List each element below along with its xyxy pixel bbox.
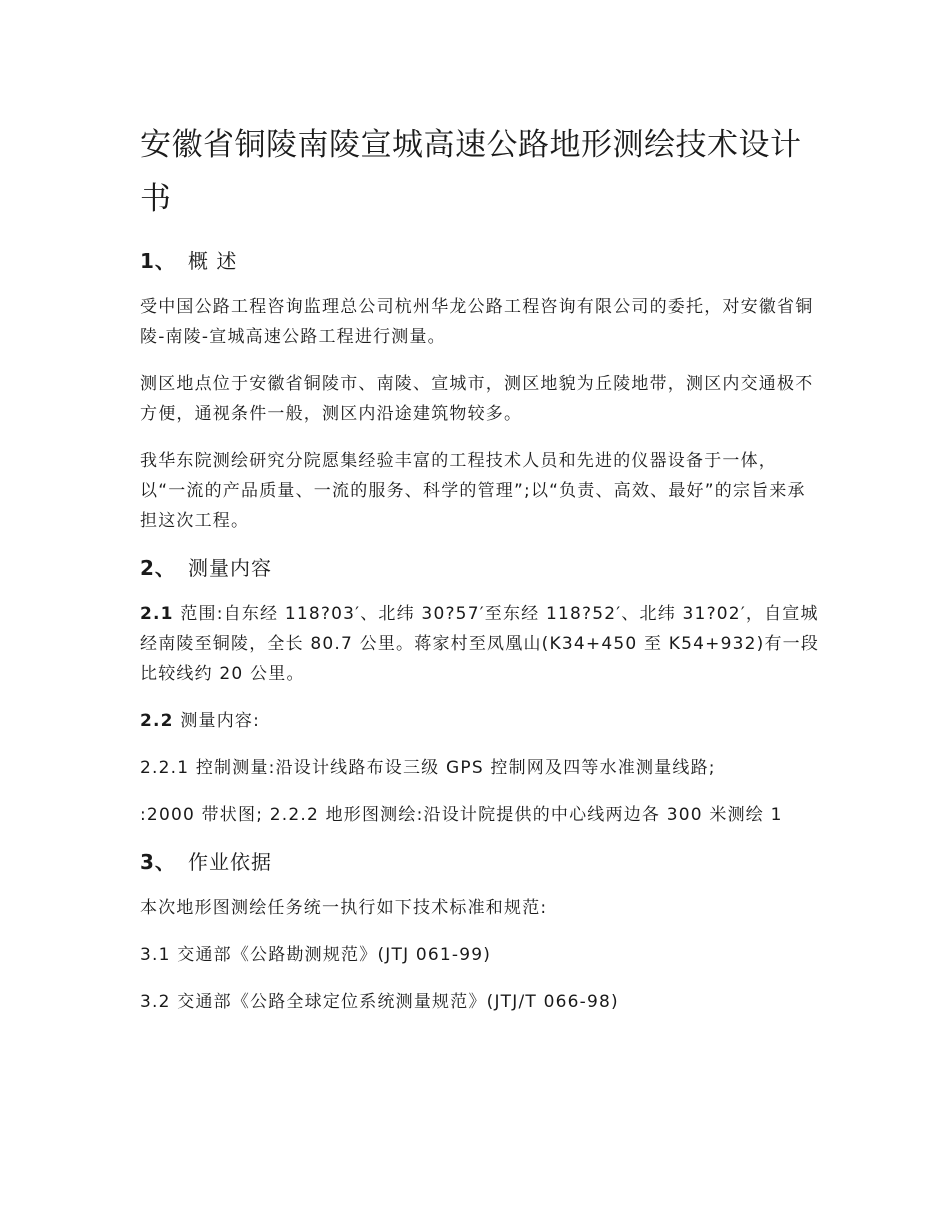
item-label: 2.2 (140, 711, 174, 731)
paragraph: 受中国公路工程咨询监理总公司杭州华龙公路工程咨询有限公司的委托，对安徽省铜陵-南陵-宣城高速公路工程进行测量。 (140, 297, 814, 347)
section-heading (140, 553, 820, 583)
paragraph: 测区地点位于安徽省铜陵市、南陵、宣城市，测区地貌为丘陵地带，测区内交通极不方便，通视条件一般，测区内沿途建筑物较多。 (140, 374, 814, 424)
paragraph (140, 706, 820, 736)
section-number: 3、 (140, 850, 176, 874)
paragraph: 3.2 交通部《公路全球定位系统测量规范》(JTJ/T 066-98) (140, 992, 619, 1012)
section-title: 测量内容 (188, 556, 272, 580)
item-label: 2.1 (140, 604, 174, 624)
paragraph: :2000 带状图; 2.2.2 地形图测绘:沿设计院提供的中心线两边各 300 米测绘 1 (140, 805, 783, 825)
document-page (140, 118, 820, 1034)
item-text: 范围:自东经 118?03′、北纬 30?57′至东经 118?52′、北纬 31?02′，自宣城经南陵至铜陵，全长 80.7 公里。蒋家村至凤凰山(K34+450 至 K54+932)有一段比较线约 20 公里。 (140, 604, 820, 684)
section-title: 概 述 (188, 249, 238, 273)
paragraph: 本次地形图测绘任务统一执行如下技术标准和规范: (140, 898, 548, 918)
paragraph (140, 599, 820, 689)
section-number: 1、 (140, 249, 176, 273)
paragraph: 我华东院测绘研究分院愿集经验丰富的工程技术人员和先进的仪器设备于一体，以“一流的产品质量、一流的服务、科学的管理”;以“负责、高效、最好”的宗旨来承担这次工程。 (140, 451, 806, 531)
section-heading (140, 847, 820, 877)
item-text: 测量内容: (180, 711, 261, 731)
paragraph: 2.2.1 控制测量:沿设计线路布设三级 GPS 控制网及四等水准测量线路; (140, 758, 716, 778)
document-title: 安徽省铜陵南陵宣城高速公路地形测绘技术设计书 (140, 127, 802, 217)
section-title: 作业依据 (188, 850, 272, 874)
section-heading (140, 246, 820, 276)
section-number: 2、 (140, 556, 176, 580)
paragraph: 3.1 交通部《公路勘测规范》(JTJ 061-99) (140, 945, 492, 965)
